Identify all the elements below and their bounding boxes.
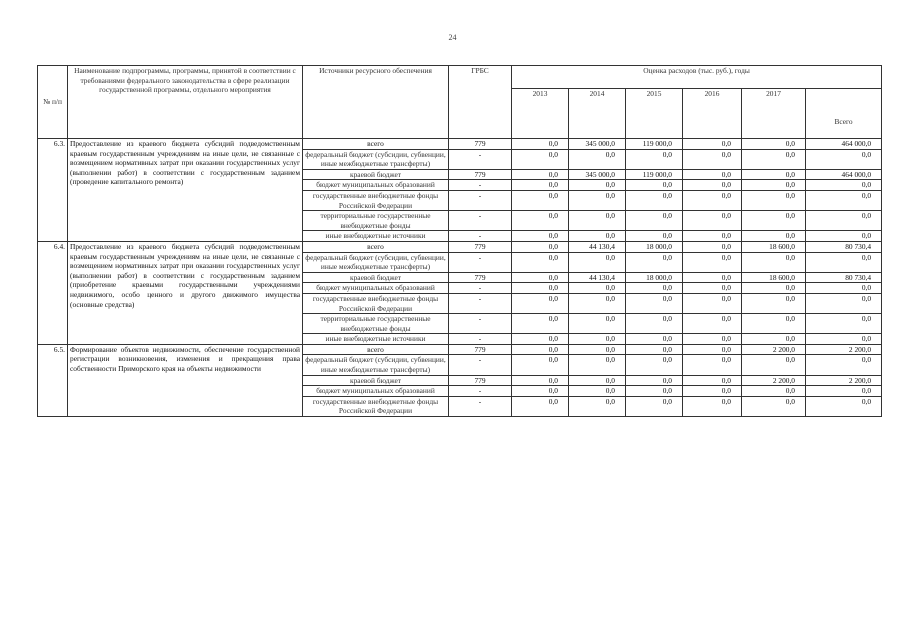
year-value: 0,0 [683, 314, 742, 334]
funding-source: федеральный бюджет (субсидии, субвенции, иные межбюджетные трансферты) [303, 149, 449, 169]
year-value: 0,0 [683, 334, 742, 345]
table-row [38, 241, 882, 252]
funding-source: бюджет муниципальных образований [303, 180, 449, 191]
funding-source: иные внебюджетные источники [303, 231, 449, 242]
grbs-code: - [449, 355, 512, 375]
grbs-code: - [449, 231, 512, 242]
funding-source: территориальные государственные внебюджетные фонды [303, 314, 449, 334]
year-value: 345 000,0 [569, 169, 626, 180]
funding-source: территориальные государственные внебюджетные фонды [303, 211, 449, 231]
year-value: 0,0 [512, 139, 569, 150]
grbs-code: 779 [449, 375, 512, 386]
total-value: 0,0 [806, 396, 882, 416]
year-header: 2017 [742, 89, 806, 139]
year-value: 18 600,0 [742, 272, 806, 283]
year-value: 0,0 [742, 180, 806, 191]
total-value: 0,0 [806, 355, 882, 375]
year-value: 0,0 [569, 211, 626, 231]
funding-source: иные внебюджетные источники [303, 334, 449, 345]
total-value: 2 200,0 [806, 375, 882, 386]
year-value: 0,0 [569, 355, 626, 375]
year-header: 2015 [626, 89, 683, 139]
funding-source: государственные внебюджетные фонды Российской Федерации [303, 190, 449, 210]
year-value: 0,0 [512, 293, 569, 313]
page-number: 24 [448, 33, 457, 42]
year-value: 0,0 [683, 180, 742, 191]
grbs-code: - [449, 149, 512, 169]
funding-source: федеральный бюджет (субсидии, субвенции, иные межбюджетные трансферты) [303, 355, 449, 375]
year-header: 2014 [569, 89, 626, 139]
year-value: 0,0 [683, 396, 742, 416]
total-value: 0,0 [806, 283, 882, 294]
year-value: 0,0 [569, 231, 626, 242]
col-grbs-header: ГРБС [449, 66, 512, 139]
year-value: 0,0 [626, 314, 683, 334]
year-value: 0,0 [626, 149, 683, 169]
year-value: 119 000,0 [626, 139, 683, 150]
year-value: 0,0 [742, 314, 806, 334]
funding-source: бюджет муниципальных образований [303, 386, 449, 397]
funding-source: всего [303, 139, 449, 150]
year-value: 0,0 [626, 293, 683, 313]
budget-table [37, 65, 882, 417]
funding-source: всего [303, 344, 449, 355]
section-number: 6.4. [38, 241, 68, 344]
year-value: 0,0 [512, 190, 569, 210]
year-value: 0,0 [512, 149, 569, 169]
year-value: 18 000,0 [626, 272, 683, 283]
grbs-code: - [449, 180, 512, 191]
year-value: 0,0 [512, 272, 569, 283]
funding-source: государственные внебюджетные фонды Российской Федерации [303, 396, 449, 416]
year-value: 0,0 [512, 355, 569, 375]
year-value: 18 000,0 [626, 241, 683, 252]
year-value: 0,0 [683, 283, 742, 294]
year-value: 0,0 [626, 252, 683, 272]
year-value: 0,0 [742, 231, 806, 242]
header-row [38, 66, 882, 89]
year-value: 0,0 [742, 149, 806, 169]
year-value: 0,0 [512, 169, 569, 180]
year-value: 0,0 [683, 344, 742, 355]
total-value: 0,0 [806, 149, 882, 169]
year-value: 0,0 [512, 252, 569, 272]
year-value: 0,0 [569, 283, 626, 294]
year-value: 0,0 [569, 190, 626, 210]
grbs-code: 779 [449, 344, 512, 355]
funding-source: краевой бюджет [303, 169, 449, 180]
col-name-header: Наименование подпрограммы, программы, принятой в соответствии с требованиями федерального законодательства в сфере реализации государственной программы, отдельного мероприятия [68, 66, 303, 139]
year-value: 0,0 [512, 231, 569, 242]
total-value: 0,0 [806, 386, 882, 397]
year-value: 0,0 [569, 386, 626, 397]
grbs-code: - [449, 386, 512, 397]
year-value: 0,0 [626, 344, 683, 355]
total-value: 0,0 [806, 334, 882, 345]
year-value: 0,0 [742, 252, 806, 272]
section-name: Предоставление из краевого бюджета субсидий подведомственным краевым государственным учреждениям на иные цели, не связанные с возмещением нормативных затрат при оказании государственных услуг (выполнении работ) в соответствии с государственным заданием (приобретение краевыми государственными учреждениями недвижимого, особо ценного и другого движимого имущества (основные средства) [68, 241, 303, 344]
year-value: 0,0 [683, 149, 742, 169]
grbs-code: - [449, 190, 512, 210]
year-value: 0,0 [512, 314, 569, 334]
year-value: 0,0 [683, 252, 742, 272]
year-value: 0,0 [742, 139, 806, 150]
col-estimate-header: Оценка расходов (тыс. руб.), годы [512, 66, 882, 89]
total-value: 0,0 [806, 293, 882, 313]
total-value: 0,0 [806, 314, 882, 334]
grbs-code: - [449, 396, 512, 416]
col-no-header: № п/п [38, 66, 68, 139]
section-number: 6.3. [38, 139, 68, 242]
funding-source: федеральный бюджет (субсидии, субвенции, иные межбюджетные трансферты) [303, 252, 449, 272]
year-value: 0,0 [512, 396, 569, 416]
total-value: 464 000,0 [806, 169, 882, 180]
grbs-code: 779 [449, 169, 512, 180]
year-value: 18 600,0 [742, 241, 806, 252]
year-value: 44 130,4 [569, 241, 626, 252]
grbs-code: 779 [449, 272, 512, 283]
year-header: 2013 [512, 89, 569, 139]
year-value: 0,0 [569, 180, 626, 191]
year-value: 345 000,0 [569, 139, 626, 150]
year-value: 0,0 [569, 314, 626, 334]
year-value: 0,0 [569, 344, 626, 355]
year-value: 0,0 [512, 334, 569, 345]
col-source-header: Источники ресурсного обеспечения [303, 66, 449, 139]
year-value: 0,0 [683, 169, 742, 180]
grbs-code: - [449, 211, 512, 231]
year-value: 0,0 [742, 283, 806, 294]
table-body [38, 139, 882, 417]
year-value: 0,0 [512, 283, 569, 294]
year-value: 0,0 [512, 344, 569, 355]
grbs-code: 779 [449, 139, 512, 150]
grbs-code: - [449, 252, 512, 272]
year-value: 0,0 [742, 396, 806, 416]
year-value: 2 200,0 [742, 344, 806, 355]
total-value: 0,0 [806, 190, 882, 210]
year-value: 0,0 [683, 231, 742, 242]
year-value: 0,0 [683, 386, 742, 397]
year-value: 0,0 [742, 355, 806, 375]
table-row [38, 139, 882, 150]
year-value: 0,0 [683, 241, 742, 252]
year-value: 0,0 [512, 375, 569, 386]
total-value: 2 200,0 [806, 344, 882, 355]
funding-source: государственные внебюджетные фонды Российской Федерации [303, 293, 449, 313]
year-value: 0,0 [569, 334, 626, 345]
year-value: 0,0 [626, 396, 683, 416]
total-value: 0,0 [806, 180, 882, 191]
year-value: 0,0 [742, 334, 806, 345]
total-value: 464 000,0 [806, 139, 882, 150]
year-header: 2016 [683, 89, 742, 139]
year-value: 119 000,0 [626, 169, 683, 180]
year-value: 0,0 [742, 211, 806, 231]
year-value: 0,0 [569, 375, 626, 386]
year-value: 0,0 [626, 334, 683, 345]
year-value: 0,0 [742, 190, 806, 210]
year-value: 0,0 [683, 375, 742, 386]
year-value: 0,0 [626, 231, 683, 242]
year-value: 0,0 [569, 293, 626, 313]
year-value: 0,0 [742, 169, 806, 180]
year-value: 0,0 [569, 396, 626, 416]
year-value: 0,0 [742, 293, 806, 313]
grbs-code: - [449, 293, 512, 313]
year-value: 0,0 [512, 211, 569, 231]
year-value: 0,0 [626, 283, 683, 294]
total-value: 0,0 [806, 252, 882, 272]
total-value: 0,0 [806, 211, 882, 231]
year-value: 0,0 [626, 211, 683, 231]
grbs-code: - [449, 334, 512, 345]
funding-source: бюджет муниципальных образований [303, 283, 449, 294]
year-value: 0,0 [626, 375, 683, 386]
grbs-code: - [449, 283, 512, 294]
total-header: Всего [806, 89, 882, 139]
year-value: 0,0 [683, 272, 742, 283]
total-value: 80 730,4 [806, 272, 882, 283]
year-value: 0,0 [569, 149, 626, 169]
year-value: 0,0 [683, 190, 742, 210]
total-value: 80 730,4 [806, 241, 882, 252]
year-value: 0,0 [626, 386, 683, 397]
year-value: 0,0 [569, 252, 626, 272]
section-name: Предоставление из краевого бюджета субсидий подведомственным краевым государственным учреждениям на иные цели, не связанные с возмещением нормативных затрат при оказании государственных услуг (выполнении работ) в соответствии с государственным заданием (проведение капитального ремонта) [68, 139, 303, 242]
year-value: 0,0 [626, 355, 683, 375]
year-value: 0,0 [512, 180, 569, 191]
year-value: 2 200,0 [742, 375, 806, 386]
grbs-code: - [449, 314, 512, 334]
year-value: 44 130,4 [569, 272, 626, 283]
section-number: 6.5. [38, 344, 68, 416]
total-value: 0,0 [806, 231, 882, 242]
table-row [38, 344, 882, 355]
year-value: 0,0 [512, 241, 569, 252]
year-value: 0,0 [512, 386, 569, 397]
year-value: 0,0 [683, 355, 742, 375]
funding-source: всего [303, 241, 449, 252]
grbs-code: 779 [449, 241, 512, 252]
year-value: 0,0 [683, 211, 742, 231]
section-name: Формирование объектов недвижимости, обеспечение государственной регистрации возникновения, изменения и прекращения права собственности Приморского края на объекты недвижимости [68, 344, 303, 416]
funding-source: краевой бюджет [303, 272, 449, 283]
year-value: 0,0 [626, 190, 683, 210]
year-value: 0,0 [742, 386, 806, 397]
year-value: 0,0 [626, 180, 683, 191]
funding-source: краевой бюджет [303, 375, 449, 386]
year-value: 0,0 [683, 293, 742, 313]
year-value: 0,0 [683, 139, 742, 150]
